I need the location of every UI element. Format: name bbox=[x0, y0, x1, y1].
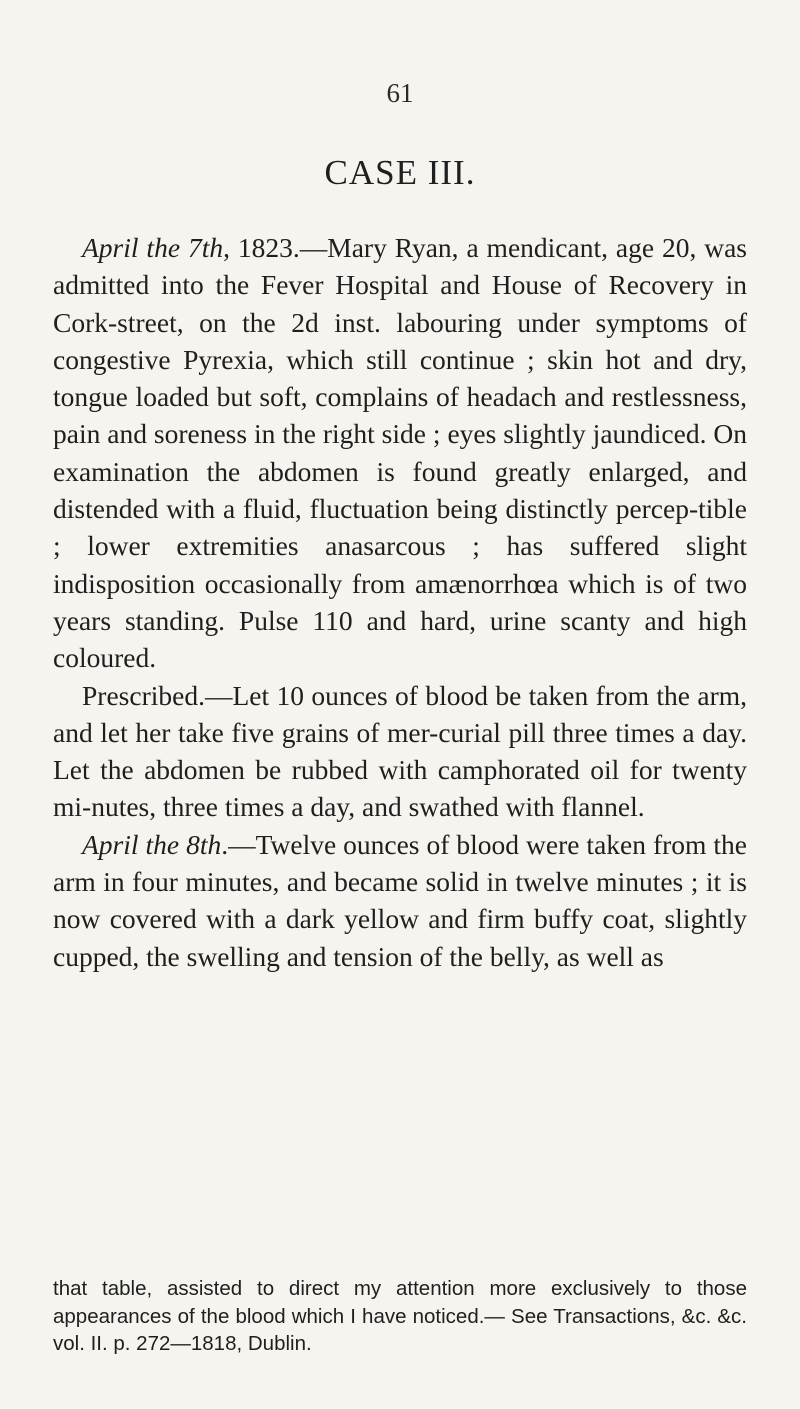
case-body bbox=[53, 229, 747, 975]
dateline-ordinal-7th: 7th bbox=[187, 232, 224, 263]
case-heading: CASE III. bbox=[324, 153, 476, 192]
dateline-april-7: April the bbox=[82, 232, 188, 263]
paragraph-april-8-text: .—Twelve ounces of blood were taken from the arm in four minutes, and became solid in twelve minutes ; it is now covered with a dark yellow and firm buffy coat, slightly cupped, the swelling and tension of the belly, as well as bbox=[53, 828, 747, 972]
paragraph-prescription bbox=[53, 677, 747, 826]
page-number: 61 bbox=[386, 78, 414, 108]
paragraph-prescription-text: Prescribed.—Let 10 ounces of blood be taken from the arm, and let her take five grains of mer-curial pill three times a day. Let the abdomen be rubbed with camphorated oil for twenty mi-nutes, three times a day, and swathed with flannel. bbox=[53, 679, 747, 823]
paragraph-admission-text: , 1823.—Mary Ryan, a mendicant, age 20, was admitted into the Fever Hospital and House of Recovery in Cork-street, on the 2d inst. labouring under symptoms of congestive Pyrexia, which still continue ; skin hot and dry, tongue loaded but soft, complains of headach and restlessness, pain and soreness in the right side ; eyes slightly jaundiced. On examination the abdomen is found greatly enlarged, and distended with a fluid, fluctuation being distinctly percep-tible ; lower extremities anasarcous ; has suffered slight indisposition occasionally from amænorrhœa which is of two years standing. Pulse 110 and hard, urine scanty and high coloured. bbox=[53, 232, 747, 674]
paragraph-april-8 bbox=[53, 826, 747, 975]
dateline-ordinal-8th: 8th bbox=[186, 828, 222, 860]
paragraph-admission bbox=[53, 229, 747, 677]
dateline-april-8: April the bbox=[82, 828, 187, 860]
footnote bbox=[53, 1275, 747, 1358]
footnote-text: that table, assisted to direct my attention more exclusively to those appearances of the blood which I have noticed.— See Transactions, &c. &c. vol. II. p. 272—1818, Dublin. bbox=[53, 1277, 747, 1355]
